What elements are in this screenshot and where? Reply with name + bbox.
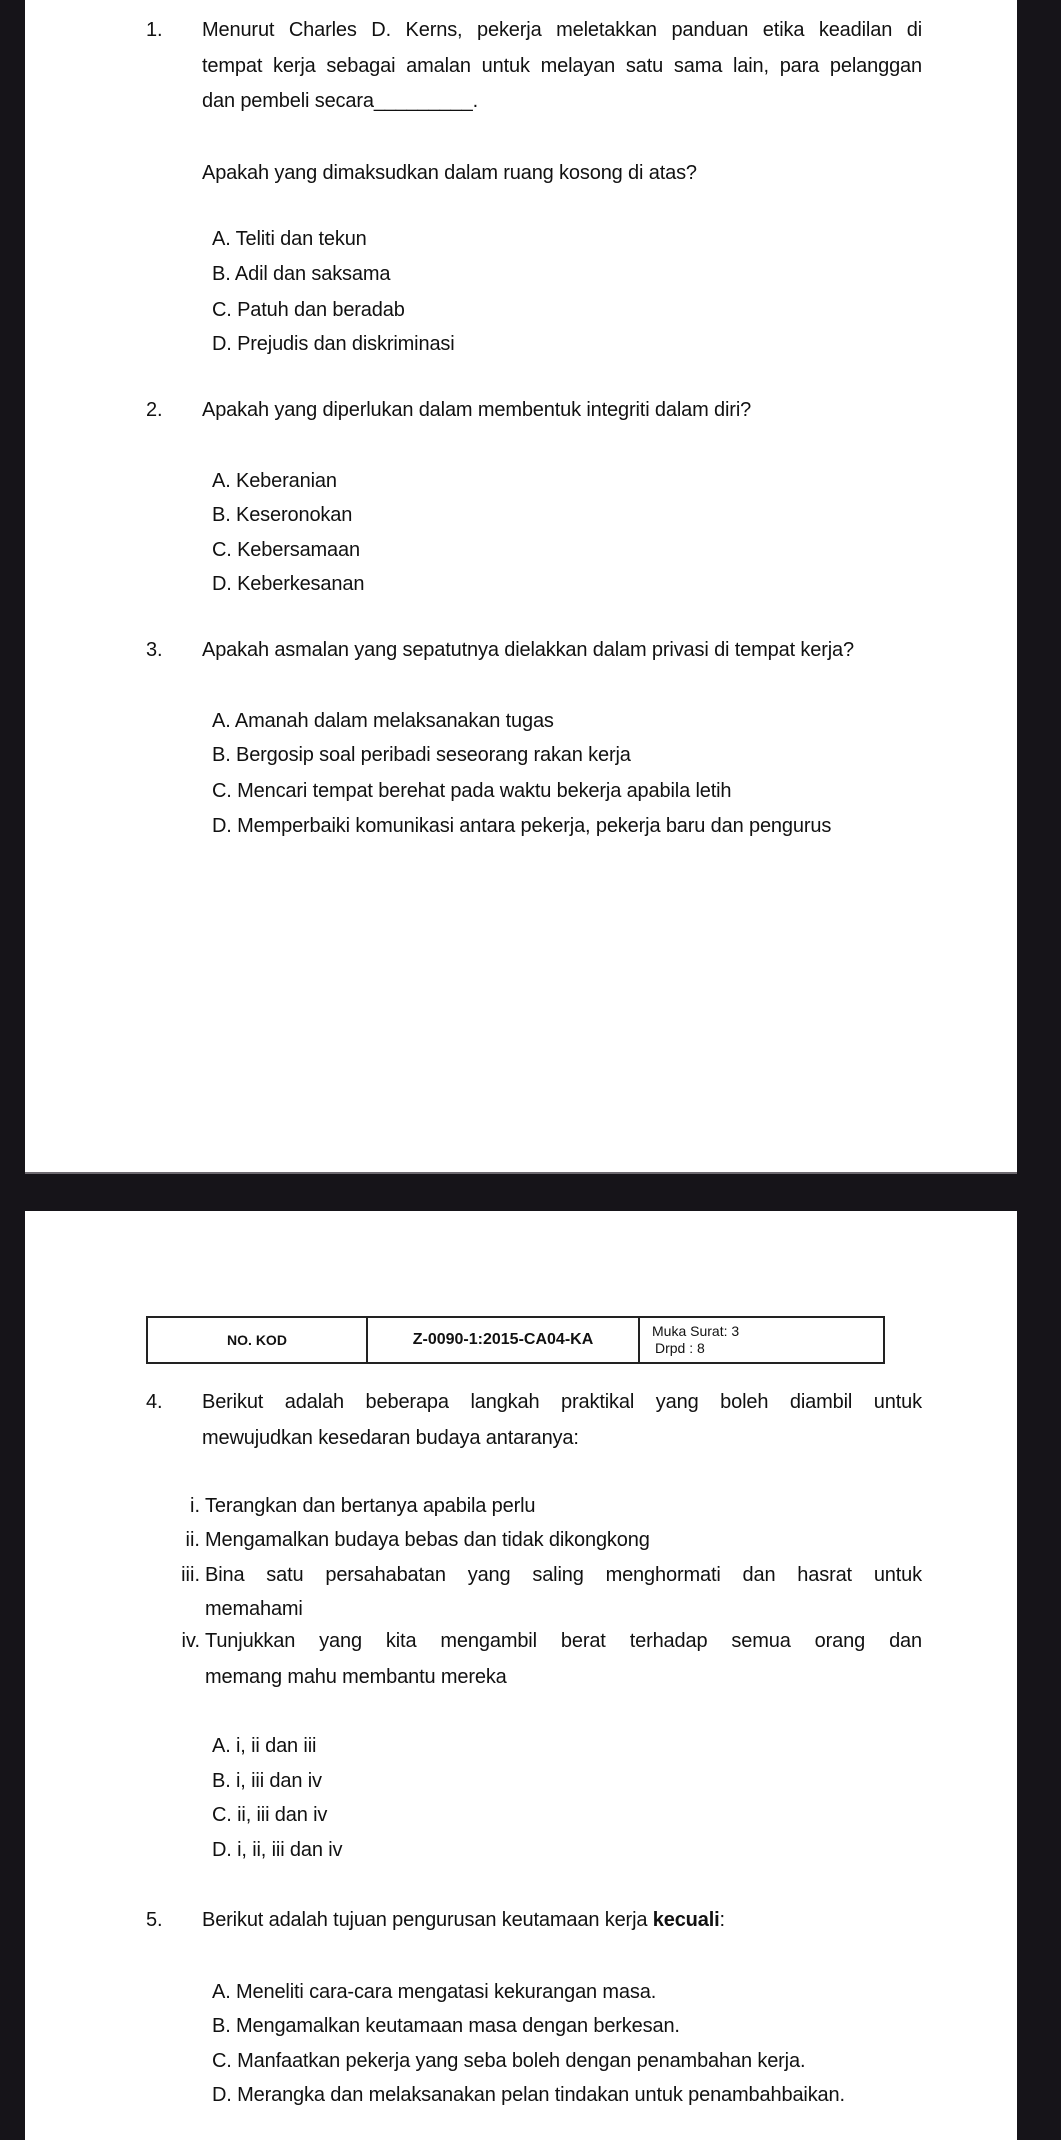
option-a: A. i, ii dan iii: [212, 1735, 317, 1757]
question-text: Apakah yang diperlukan dalam membentuk integriti dalam diri?: [202, 399, 752, 421]
code-label: NO. KOD: [147, 1317, 367, 1363]
question-text-main: Berikut adalah tujuan pengurusan keutamaan kerja: [202, 1909, 653, 1931]
option-d: D. Prejudis dan diskriminasi: [212, 333, 455, 355]
document-page-2: [25, 1211, 1017, 2140]
statement-numeral: ii.: [185, 1529, 200, 1551]
option-b: B. Keseronokan: [212, 504, 353, 526]
question-text: [202, 1908, 725, 1932]
option-a: A. Teliti dan tekun: [212, 228, 367, 250]
statement-numeral: iii.: [181, 1564, 200, 1586]
option-b: B. i, iii dan iv: [212, 1770, 322, 1792]
option-a: A. Meneliti cara-cara mengatasi kekurangan masa.: [212, 1981, 657, 2003]
question-text-line: mewujudkan kesedaran budaya antaranya:: [202, 1427, 579, 1449]
option-c: C. ii, iii dan iv: [212, 1804, 328, 1826]
statement-text: memang mahu membantu mereka: [205, 1666, 507, 1688]
option-d: D. Memperbaiki komunikasi antara pekerja, pekerja baru dan pengurus: [212, 815, 832, 837]
option-c: C. Patuh dan beradab: [212, 299, 405, 321]
option-a: A. Amanah dalam melaksanakan tugas: [212, 710, 554, 732]
statement-text: Tunjukkan yang kita mengambil berat terhadap semua orang dan: [205, 1630, 922, 1652]
page-info: [639, 1317, 884, 1363]
statement-text: memahami: [205, 1598, 303, 1620]
question-text-suffix: :: [719, 1909, 725, 1931]
question-number: 3.: [146, 639, 163, 661]
page-number: Muka Surat: 3: [652, 1323, 740, 1339]
page-total: Drpd : 8: [655, 1340, 705, 1356]
question-number: 5.: [146, 1909, 163, 1931]
option-d: D. Merangka dan melaksanakan pelan tindakan untuk penambahbaikan.: [212, 2084, 845, 2106]
statement-text: Mengamalkan budaya bebas dan tidak dikongkong: [205, 1529, 650, 1551]
option-c: C. Manfaatkan pekerja yang seba boleh dengan penambahan kerja.: [212, 2050, 806, 2072]
code-value: Z-0090-1:2015-CA04-KA: [367, 1317, 639, 1363]
option-a: A. Keberanian: [212, 470, 337, 492]
question-prompt: Apakah yang dimaksudkan dalam ruang kosong di atas?: [202, 162, 697, 184]
statement-text: Bina satu persahabatan yang saling menghormati dan hasrat untuk: [205, 1564, 922, 1586]
option-d: D. i, ii, iii dan iv: [212, 1839, 343, 1861]
question-text-line: tempat kerja sebagai amalan untuk melayan satu sama lain, para pelanggan: [202, 55, 922, 77]
option-b: B. Mengamalkan keutamaan masa dengan berkesan.: [212, 2015, 680, 2037]
option-d: D. Keberkesanan: [212, 573, 365, 595]
question-number: 2.: [146, 399, 163, 421]
option-b: B. Bergosip soal peribadi seseorang rakan kerja: [212, 744, 631, 766]
option-b: B. Adil dan saksama: [212, 263, 391, 285]
question-text-line: Berikut adalah beberapa langkah praktikal yang boleh diambil untuk: [202, 1391, 922, 1413]
question-number: 1.: [146, 19, 163, 41]
question-text-emphasis: kecuali: [652, 1909, 720, 1931]
statement-numeral: iv.: [181, 1630, 200, 1652]
question-text-line: dan pembeli secara_________.: [202, 90, 479, 112]
question-text-line: Menurut Charles D. Kerns, pekerja meletakkan panduan etika keadilan di: [202, 19, 922, 41]
statement-numeral: i.: [190, 1495, 200, 1517]
document-page-1: [25, 0, 1017, 1174]
document-header-table: [146, 1316, 885, 1364]
statement-text: Terangkan dan bertanya apabila perlu: [205, 1495, 536, 1517]
question-text: Apakah asmalan yang sepatutnya dielakkan dalam privasi di tempat kerja?: [202, 639, 854, 661]
option-c: C. Mencari tempat berehat pada waktu bekerja apabila letih: [212, 780, 732, 802]
option-c: C. Kebersamaan: [212, 539, 360, 561]
question-number: 4.: [146, 1391, 163, 1413]
